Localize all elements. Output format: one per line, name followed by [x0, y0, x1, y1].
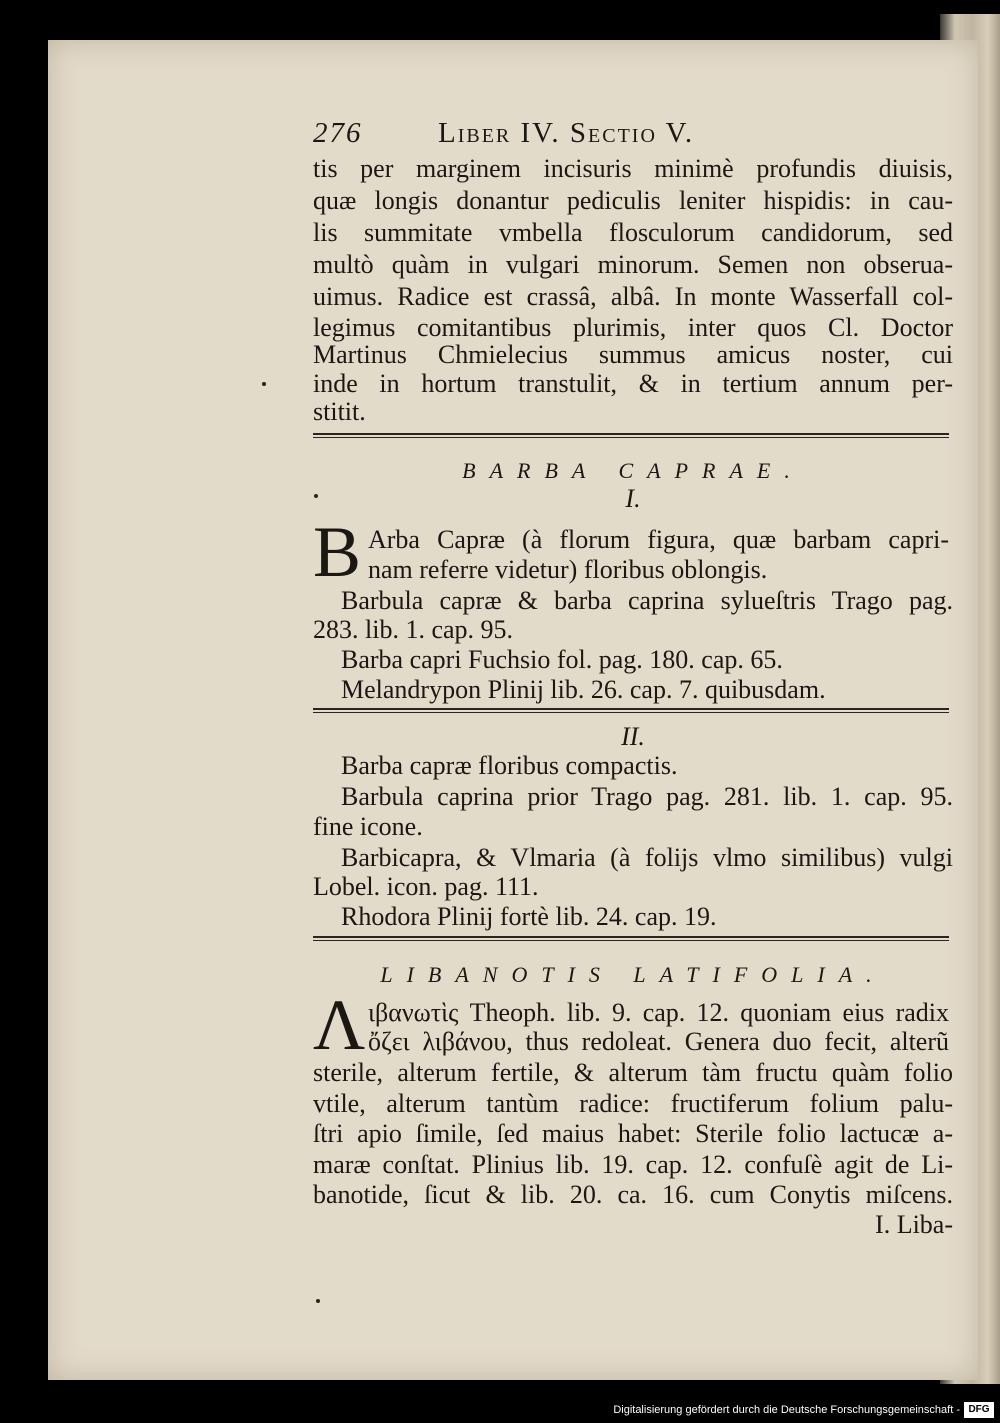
text-line: Barbicapra, & Vlmaria (à folijs vlmo similibus) vulgi [341, 843, 953, 872]
text-line: Lobel. icon. pag. 111. [313, 872, 539, 901]
text-line: nam referre videtur) floribus oblongis. [368, 555, 768, 584]
text-line: Barba capræ floribus compactis. [341, 751, 678, 780]
page-number: 276 [313, 117, 363, 149]
text-line: inde in hortum transtulit, & in tertium annum per- [313, 369, 953, 398]
section-rule [313, 936, 949, 941]
drop-cap: B [313, 512, 362, 592]
text-line: uimus. Radice est crassâ, albâ. In monte Wasserfall col- [313, 282, 953, 311]
text-line: Rhodora Plinij fortè lib. 24. cap. 19. [341, 902, 717, 931]
text-line: ſtri apio ſimile, ſed maius habet: Sterile folio lactucæ a- [313, 1119, 953, 1148]
text-line: vtile, alterum tantùm radice: fructiferum folium palu- [313, 1089, 953, 1118]
text-line: lis summitate vmbella flosculorum candidorum, sed [313, 218, 953, 247]
drop-cap: Λ [313, 985, 366, 1065]
text-line: legimus comitantibus plurimis, inter quos Cl. Doctor [313, 313, 953, 342]
text-line: Martinus Chmielecius summus amicus noster, cui [313, 340, 953, 369]
ink-speck [314, 494, 318, 498]
text-line: ιβανωτὶς Theoph. lib. 9. cap. 12. quoniam eius radix [368, 998, 949, 1027]
text-line: quæ longis donantur pediculis leniter hispidis: in cau- [313, 186, 953, 215]
section-rule [313, 708, 949, 713]
text-line: maræ conſtat. Plinius lib. 19. cap. 12. confuſè agit de Li- [313, 1150, 953, 1179]
digitization-credit: Digitalisierung gefördert durch die Deutsche Forschungsgemeinschaft - [613, 1404, 960, 1416]
text-line: tis per marginem incisuris minimè profundis diuisis, [313, 154, 953, 183]
text-line: ὄζει λιβάνου, thus redoleat. Genera duo fecit, alterũ [368, 1027, 949, 1056]
catchword: I. Liba- [875, 1210, 953, 1239]
text-line: Barbula capræ & barba caprina sylueſtris Trago pag. [341, 586, 953, 615]
running-title: Liber IV. Sectio V. [438, 117, 695, 149]
section-numeral: II. [621, 722, 645, 751]
text-line: Barbula caprina prior Trago pag. 281. lib. 1. cap. 95. [341, 782, 953, 811]
ink-speck [262, 382, 266, 386]
section-rule [313, 433, 949, 438]
section-heading: LIBANOTIS LATIFOLIA. [380, 962, 886, 987]
running-header [313, 118, 903, 148]
section-heading: BARBA CAPRAE. [462, 458, 804, 483]
section-numeral: I. [625, 484, 641, 513]
ink-speck [316, 1299, 320, 1303]
text-line: Melandrypon Plinij lib. 26. cap. 7. quibusdam. [341, 675, 826, 704]
text-line: 283. lib. 1. cap. 95. [313, 615, 514, 644]
text-line: fine icone. [313, 812, 423, 841]
text-line: Barba capri Fuchsio fol. pag. 180. cap. 65. [341, 645, 783, 674]
text-line: banotide, ſicut & lib. 20. ca. 16. cum Conytis miſcens. [313, 1180, 953, 1209]
text-line: Arba Capræ (à florum figura, quæ barbam capri- [368, 525, 949, 554]
dfg-logo: DFG [964, 1402, 994, 1418]
text-line: stitit. [313, 397, 366, 426]
text-line: sterile, alterum fertile, & alterum tàm fructu quàm folio [313, 1058, 953, 1087]
text-line: multò quàm in vulgari minorum. Semen non obserua- [313, 250, 953, 279]
